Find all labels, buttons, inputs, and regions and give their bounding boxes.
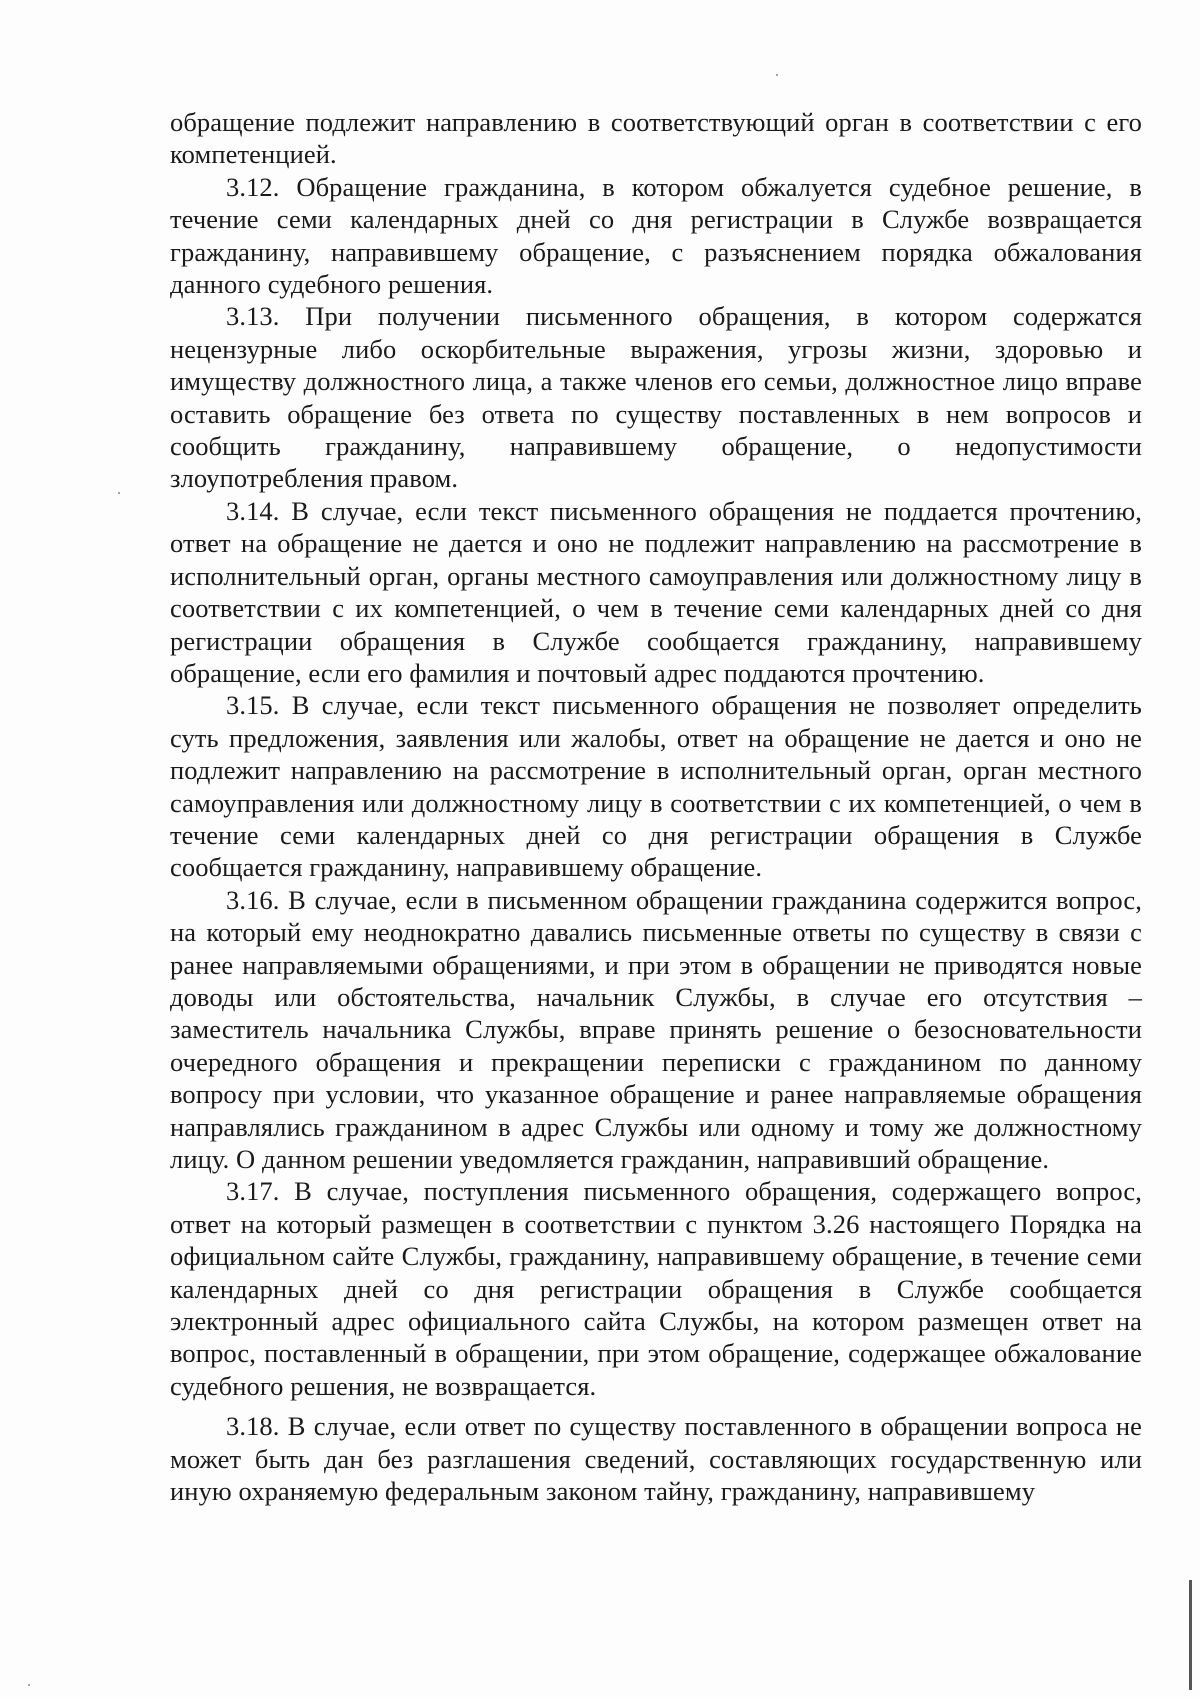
paragraph-3-13: 3.13. При получении письменного обращения, в котором содержатся нецензурные либо оскорбительные выражения, угрозы жизни, здоровью и имуществу должностного лица, а также членов его семьи, должностное лицо вправе оставить обращение без ответа по существу поставленных в нем вопросов и сообщить гражданину, направившему обращение, о недопустимости злоупотребления правом. [170,301,1142,494]
paragraph-3-16: 3.16. В случае, если в письменном обращении гражданина содержится вопрос, на который ему неоднократно давались письменные ответы по существу в связи с ранее направляемыми обращениями, и при этом в обращении не приводятся новые доводы или обстоятельства, начальник Службы, в случае его отсутствия – заместитель начальника Службы, вправе принять решение о безосновательности очередного обращения и прекращении переписки с гражданином по данному вопросу при условии, что указанное обращение и ранее направляемые обращения направлялись гражданином в адрес Службы или одному и тому же должностному лицу. О данном решении уведомляется гражданин, направивший обращение. [170,884,1142,1174]
paragraph-3-17: 3.17. В случае, поступления письменного обращения, содержащего вопрос, ответ на который размещен в соответствии с пунктом 3.26 настоящего Порядка на официальном сайте Службы, гражданину, направившему обращение, в течение семи календарных дней со дня регистрации обращения в Службе сообщается электронный адрес официального сайта Службы, на котором размещен ответ на вопрос, поставленный в обращении, при этом обращение, содержащее обжалование судебного решения, не возвращается. [170,1176,1142,1401]
scan-speck [118,492,120,494]
paragraph-continuation: обращение подлежит направлению в соответствующий орган в соответствии с его компетенцией. [170,107,1142,170]
document-body [170,106,1142,1507]
paragraph-3-12: 3.12. Обращение гражданина, в котором обжалуется судебное решение, в течение семи календарных дней со дня регистрации в Службе возвращается гражданину, направившему обращение, с разъяснением порядка обжалования данного судебного решения. [170,171,1142,300]
scan-edge-mark [1189,1580,1192,1690]
scan-speck [776,74,778,76]
paragraph-3-14: 3.14. В случае, если текст письменного обращения не поддается прочтению, ответ на обращение не дается и оно не подлежит направлению на рассмотрение в исполнительный орган, органы местного самоуправления или должностному лицу в соответствии с их компетенцией, о чем в течение семи календарных дней со дня регистрации обращения в Службе сообщается гражданину, направившему обращение, если его фамилия и почтовый адрес поддаются прочтению. [170,495,1142,688]
paragraph-3-18: 3.18. В случае, если ответ по существу поставленного в обращении вопроса не может быть дан без разглашения сведений, составляющих государственную или иную охраняемую федеральным законом тайну, гражданину, направившему [170,1411,1142,1507]
paragraph-3-15: 3.15. В случае, если текст письменного обращения не позволяет определить суть предложения, заявления или жалобы, ответ на обращение не дается и оно не подлежит направлению на рассмотрение в исполнительный орган, орган местного самоуправления или должностному лицу в соответствии с их компетенцией, о чем в течение семи календарных дней со дня регистрации обращения в Службе сообщается гражданину, направившему обращение. [170,690,1142,883]
scan-speck [28,1684,30,1686]
